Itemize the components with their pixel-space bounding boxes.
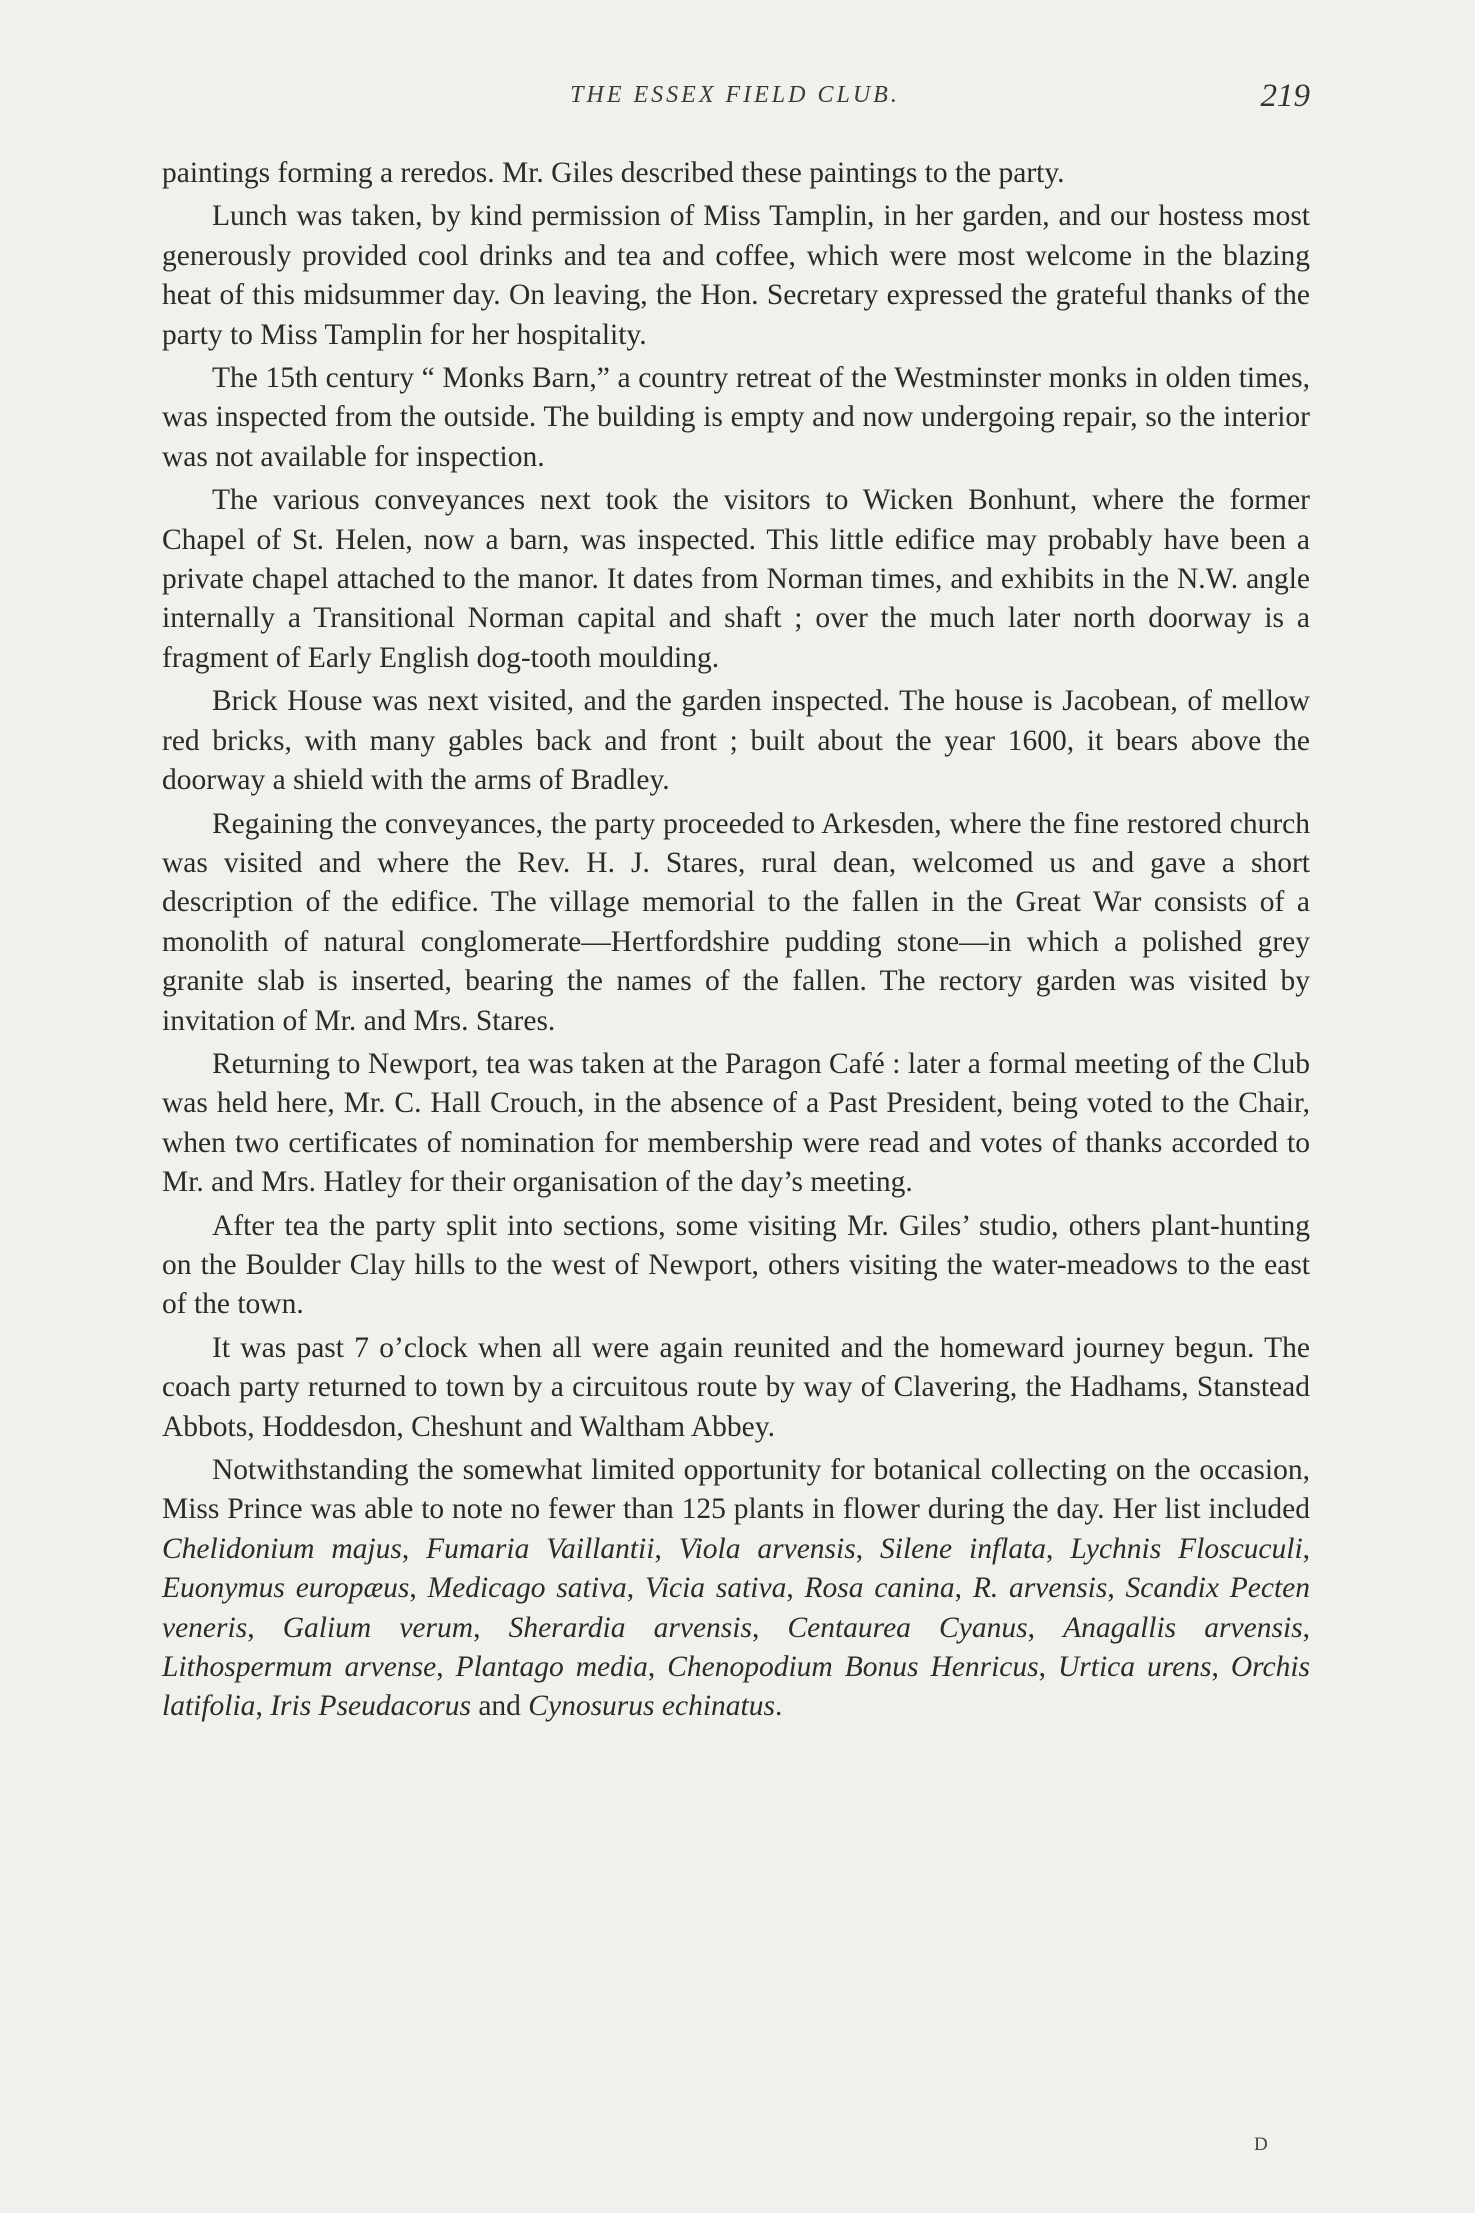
paragraph-after-tea: After tea the party split into sections, some visiting Mr. Giles’ studio, others plant-hunting on the Boulder Clay hills to the west of Newport, others visiting the water-meadows to the east of the town. — [162, 1209, 1310, 1321]
species-name: Silene inflata — [880, 1532, 1047, 1565]
plants-conjunction: and — [478, 1690, 521, 1723]
species-name: Chelidonium majus — [162, 1532, 402, 1565]
species-list: Chelidonium majus, Fumaria Vaillantii, Viola arvensis, Silene inflata, Lychnis Floscuculi, Euonymus europæus, Medicago sativa, Vicia sativa, Rosa canina, R. arvensis, Scandix Pecten veneris, Galium verum, Sherardia arvensis, Centaurea Cyanus, Anagallis arvensis, Lithospermum arvense, Plantago media, Chenopodium Bonus Henricus, Urtica urens, Orchis latifolia, Iris Pseudacorus — [162, 1532, 1311, 1723]
species-name: Viola arvensis — [678, 1532, 856, 1565]
running-header — [160, 78, 1310, 122]
paragraph-arkesden: Regaining the conveyances, the party proceeded to Arkesden, where the fine restored church was visited and where the Rev. H. J. Stares, rural dean, welcomed us and gave a short description of the edifice. The village memorial to the fallen in the Great War consists of a monolith of natural conglomerate—Hertfordshire pudding stone—in which a polished grey granite slab is inserted, bearing the names of the fallen. The rectory garden was visited by invitation of Mr. and Mrs. Stares. — [162, 807, 1310, 1037]
species-name: Galium verum — [282, 1611, 474, 1644]
paragraph-wicken-bonhunt: The various conveyances next took the visitors to Wicken Bonhunt, where the former Chapel of St. Helen, now a barn, was inspected. This little edifice may probably have been a private chapel attached to the manor. It dates from Norman times, and exhibits in the N.W. angle internally a Transitional Norman capital and shaft ; over the much later north doorway is a fragment of Early English dog-tooth moulding. — [162, 484, 1310, 674]
plants-intro: Notwithstanding the somewhat limited opportunity for botanical collecting on the occasion, Miss Prince was able to note no fewer than 125 plants in flower during the day. Her list included — [162, 1454, 1310, 1526]
species-name: Sherardia arvensis — [508, 1611, 752, 1644]
species-name: Euonymus europæus — [162, 1572, 410, 1605]
species-name: Fumaria Vaillantii — [426, 1532, 655, 1565]
species-name: Lychnis Floscuculi — [1070, 1532, 1303, 1565]
page-number: 219 — [1260, 78, 1310, 114]
paragraph-newport-tea: Returning to Newport, tea was taken at the Paragon Café : later a formal meeting of the Club was held here, Mr. C. Hall Crouch, in the absence of a Past President, being voted to the Chair, when two certificates of nomination for membership were read and votes of thanks accorded to Mr. and Mrs. Hatley for their organisation of the day’s meeting. — [162, 1047, 1310, 1199]
species-name: Urtica urens — [1057, 1651, 1212, 1684]
plants-end: . — [774, 1690, 783, 1723]
species-name: Plantago media — [455, 1651, 648, 1684]
paragraph-brick-house: Brick House was next visited, and the garden inspected. The house is Jacobean, of mellow red bricks, with many gables back and front ; built about the year 1600, it bears above the doorway a shield with the arms of Bradley. — [162, 685, 1310, 797]
paragraph-monks-barn: The 15th century “ Monks Barn,” a country retreat of the Westminster monks in olden times, was inspected from the outside. The building is empty and now undergoing repair, so the interior was not available for inspection. — [162, 362, 1310, 473]
species-name: Anagallis arvensis — [1063, 1611, 1303, 1644]
species-name: Orchis latifolia — [162, 1651, 1311, 1723]
species-name: Vicia sativa — [644, 1572, 787, 1605]
species-name: Lithospermum arvense — [162, 1651, 437, 1684]
running-title: THE ESSEX FIELD CLUB. — [570, 82, 900, 108]
species-name: Rosa canina — [804, 1572, 955, 1605]
body-text — [162, 154, 1310, 1731]
paragraph-continued: paintings forming a reredos. Mr. Giles described these paintings to the party. — [162, 157, 1065, 189]
signature-mark: D — [1254, 2134, 1269, 2155]
species-name: Iris Pseudacorus — [270, 1690, 471, 1723]
species-name: Centaurea Cyanus — [787, 1611, 1028, 1644]
paragraph-lunch: Lunch was taken, by kind permission of Miss Tamplin, in her garden, and our hostess most generously provided cool drinks and tea and coffee, which were most welcome in the blazing heat of this midsummer day. On leaving, the Hon. Secretary expressed the grateful thanks of the party to Miss Tamplin for her hospitality. — [162, 200, 1310, 351]
species-name: Chenopodium Bonus Henricus — [667, 1651, 1039, 1684]
species-name: R. arvensis — [972, 1572, 1108, 1605]
species-name: Scandix Pecten veneris — [162, 1572, 1310, 1644]
paragraph-plants — [162, 1451, 1310, 1727]
paragraph-homeward: It was past 7 o’clock when all were again reunited and the homeward journey begun. The coach party returned to town by a circuitous route by way of Clavering, the Hadhams, Stanstead Abbots, Hoddesdon, Cheshunt and Waltham Abbey. — [162, 1331, 1310, 1443]
species-name: Medicago sativa — [427, 1572, 627, 1605]
species-name-last: Cynosurus echinatus — [528, 1690, 775, 1723]
